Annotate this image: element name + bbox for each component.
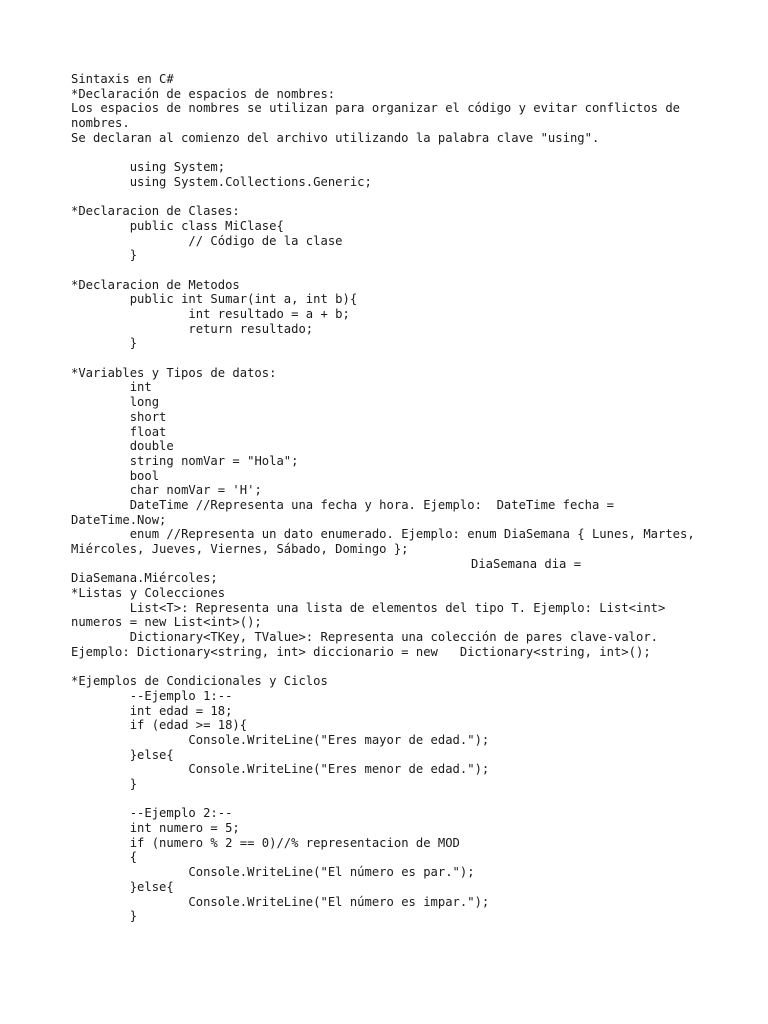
document-line: --Ejemplo 1:-- bbox=[71, 688, 233, 703]
document-line: } bbox=[71, 248, 138, 263]
document-line bbox=[71, 263, 711, 278]
document-line bbox=[71, 660, 711, 675]
document-line: DiaSemana.Miércoles; bbox=[71, 571, 218, 586]
document-line: if (numero % 2 == 0)//% representacion de MOD bbox=[71, 835, 460, 850]
document-line: using System; bbox=[71, 160, 226, 175]
document-line: { bbox=[71, 850, 138, 865]
document-line: --Ejemplo 2:-- bbox=[71, 806, 233, 821]
document-line: int bbox=[71, 380, 152, 395]
document-line: *Ejemplos de Condicionales y Ciclos bbox=[71, 674, 328, 689]
document-line: bool bbox=[71, 468, 160, 483]
document-line: DateTime.Now; bbox=[71, 512, 167, 527]
document-line: }else{ bbox=[71, 879, 174, 894]
document-line: Los espacios de nombres se utilizan para organizar el código y evitar conflictos de bbox=[71, 101, 681, 116]
document-line bbox=[71, 792, 711, 807]
document-line: Console.WriteLine("El número es par."); bbox=[71, 865, 475, 880]
document-line: *Declaracion de Clases: bbox=[71, 204, 240, 219]
document-line: Se declaran al comienzo del archivo utilizando la palabra clave "using". bbox=[71, 130, 600, 145]
document-line: long bbox=[71, 395, 160, 410]
document-line: using System.Collections.Generic; bbox=[71, 174, 372, 189]
document-line bbox=[71, 351, 711, 366]
document-line: if (edad >= 18){ bbox=[71, 718, 248, 733]
document-line: Console.WriteLine("Eres menor de edad."); bbox=[71, 762, 490, 777]
document-line: *Declaracion de Metodos bbox=[71, 277, 240, 292]
document-line: enum //Representa un dato enumerado. Ejemplo: enum DiaSemana { Lunes, Martes, bbox=[71, 527, 695, 542]
document-line: int numero = 5; bbox=[71, 821, 240, 836]
document-line: Miércoles, Jueves, Viernes, Sábado, Domingo }; bbox=[71, 542, 409, 556]
document-line: DateTime //Representa una fecha y hora. Ejemplo: DateTime fecha = bbox=[71, 497, 614, 512]
document-line: double bbox=[71, 439, 174, 454]
document-line: int edad = 18; bbox=[71, 703, 233, 718]
document-line: Sintaxis en C# bbox=[71, 72, 174, 86]
document-line: Console.WriteLine("El número es impar."); bbox=[71, 894, 490, 909]
document-line bbox=[71, 145, 711, 160]
document-line: int resultado = a + b; bbox=[71, 307, 350, 321]
document-line: } bbox=[71, 909, 138, 924]
document-line bbox=[71, 190, 711, 205]
document-line: Dictionary<TKey, TValue>: Representa una colección de pares clave-valor. bbox=[71, 630, 659, 645]
document-line: List<T>: Representa una lista de elementos del tipo T. Ejemplo: List<int> bbox=[71, 600, 666, 615]
document-line: Console.WriteLine("Eres mayor de edad."); bbox=[71, 732, 490, 747]
document-line: DiaSemana dia = bbox=[471, 556, 582, 571]
document-line: numeros = new List<int>(); bbox=[71, 615, 262, 630]
document-line: float bbox=[71, 424, 167, 439]
document-line: Ejemplo: Dictionary<string, int> diccionario = new Dictionary<string, int>(); bbox=[71, 644, 651, 659]
document-line: return resultado; bbox=[71, 321, 314, 336]
document-line: string nomVar = "Hola"; bbox=[71, 453, 299, 468]
document-line: short bbox=[71, 409, 167, 424]
document-line: char nomVar = 'H'; bbox=[71, 483, 262, 498]
document-line: // Código de la clase bbox=[71, 233, 343, 248]
document-line: public int Sumar(int a, int b){ bbox=[71, 292, 358, 307]
document-line: } bbox=[71, 777, 138, 791]
document-line: }else{ bbox=[71, 747, 174, 762]
document-line: *Declaración de espacios de nombres: bbox=[71, 86, 336, 101]
document-line: *Variables y Tipos de datos: bbox=[71, 365, 277, 380]
document-body bbox=[71, 72, 711, 924]
document-line: *Listas y Colecciones bbox=[71, 586, 226, 601]
document-line: public class MiClase{ bbox=[71, 218, 284, 233]
document-line: } bbox=[71, 336, 138, 351]
document-line: nombres. bbox=[71, 116, 130, 131]
